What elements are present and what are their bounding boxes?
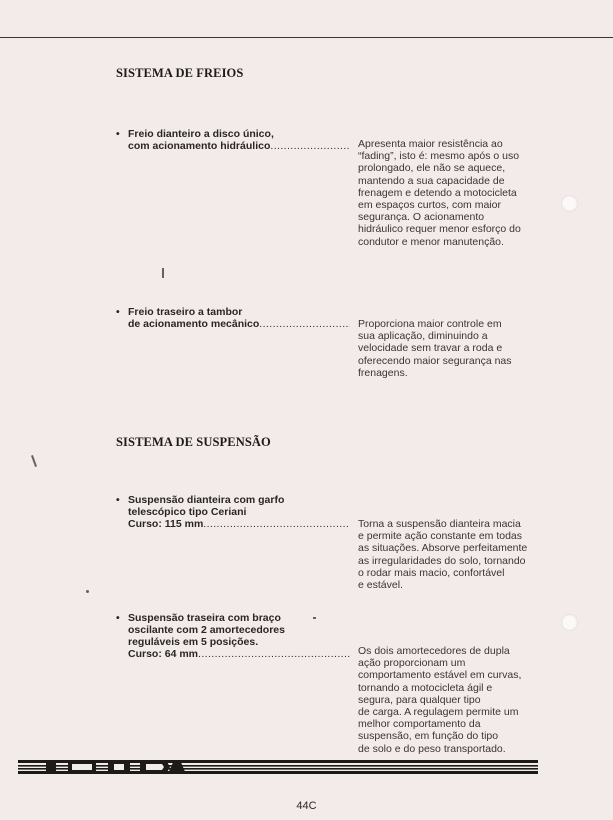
description-line: frenagem e detendo a motocicleta <box>358 186 517 199</box>
feature-line: Suspensão traseira com braço <box>128 612 281 624</box>
feature-line: telescópico tipo Ceriani <box>128 506 247 518</box>
description-line: tornando a motocicleta ágil e <box>358 681 493 694</box>
scan-speck <box>313 617 316 619</box>
feature-line: reguláveis em 5 posições. <box>128 636 259 648</box>
description-line: melhor comportamento da <box>358 718 481 731</box>
description-line: hidráulico requer menor esforço do <box>358 223 521 236</box>
bullet-dot-icon: • <box>116 494 120 506</box>
description-line: Proporciona maior controle em <box>358 318 502 330</box>
punch-hole-icon <box>561 614 578 631</box>
description-line: em espaços curtos, com maior <box>358 199 501 212</box>
page-number: 44C <box>296 800 317 812</box>
honda-logo-band <box>18 760 538 774</box>
bullet-dot-icon: • <box>116 128 120 140</box>
description-line: segurança. O acionamento <box>358 211 485 224</box>
description-line: o rodar mais macio, confortável <box>358 566 505 579</box>
description-line: de solo e do peso transportado. <box>358 742 506 755</box>
feature-line: com acionamento hidráulico ..... <box>128 140 350 152</box>
scan-speck <box>86 590 89 593</box>
description-line: ação proporcionam um <box>358 657 466 670</box>
description-line: oferecendo maior segurança nas <box>358 354 512 367</box>
feature-line: oscilante com 2 amortecedores <box>128 624 285 636</box>
description-line: e estável. <box>358 579 403 592</box>
feature-front-suspension <box>116 494 350 530</box>
description-line: mantendo a sua capacidade de <box>358 174 505 187</box>
feature-line: Curso: 64 mm ..... <box>128 648 350 660</box>
feature-line: Suspensão dianteira com garfo <box>128 494 285 506</box>
punch-hole-icon <box>561 195 578 212</box>
description-line: Os dois amortecedores de dupla <box>358 645 510 657</box>
description-line: prolongado, ele não se aquece, <box>358 162 506 175</box>
description-line: comportamento estável em curvas, <box>358 669 522 682</box>
description-line: suspensão, em função do tipo <box>358 730 499 743</box>
feature-rear-suspension <box>116 612 350 660</box>
description-rear-brake <box>358 318 543 379</box>
description-line: de carga. A regulagem permite um <box>358 706 519 719</box>
honda-logo-icon <box>18 760 538 774</box>
feature-front-brake <box>116 128 350 152</box>
feature-line: Curso: 115 mm ..... <box>128 518 350 530</box>
feature-rear-brake <box>116 306 350 330</box>
bullet-dot-icon: • <box>116 612 120 624</box>
section-title-suspension: SISTEMA DE SUSPENSÃO <box>116 435 271 449</box>
feature-line: Freio traseiro a tambor <box>128 306 243 318</box>
description-line: frenagens. <box>358 366 408 379</box>
feature-line: de acionamento mecânico ..... <box>128 318 350 330</box>
section-title-brakes: SISTEMA DE FREIOS <box>116 66 244 80</box>
description-line: as situações. Absorve perfeitamente <box>358 542 528 555</box>
description-front-brake <box>358 138 543 248</box>
description-line: condutor e menor manutenção. <box>358 235 504 248</box>
scan-speck <box>162 268 164 278</box>
description-front-suspension <box>358 518 543 591</box>
feature-line: Freio dianteiro a disco único, <box>128 128 274 140</box>
description-line: segura, para qualquer tipo <box>358 693 481 706</box>
description-line: sua aplicação, diminuindo a <box>358 330 488 343</box>
description-rear-suspension <box>358 645 543 755</box>
scan-speck <box>31 455 37 467</box>
description-line: e permite ação constante em todas <box>358 530 523 543</box>
description-line: Apresenta maior resistência ao <box>358 138 503 150</box>
description-line: Torna a suspensão dianteira macia <box>358 518 521 530</box>
top-rule <box>0 37 613 38</box>
description-line: as irregularidades do solo, tornando <box>358 554 526 567</box>
bullet-dot-icon: • <box>116 306 120 318</box>
description-line: velocidade sem travar a roda e <box>358 342 503 355</box>
description-line: “fading”, isto é: mesmo após o uso <box>358 150 520 163</box>
